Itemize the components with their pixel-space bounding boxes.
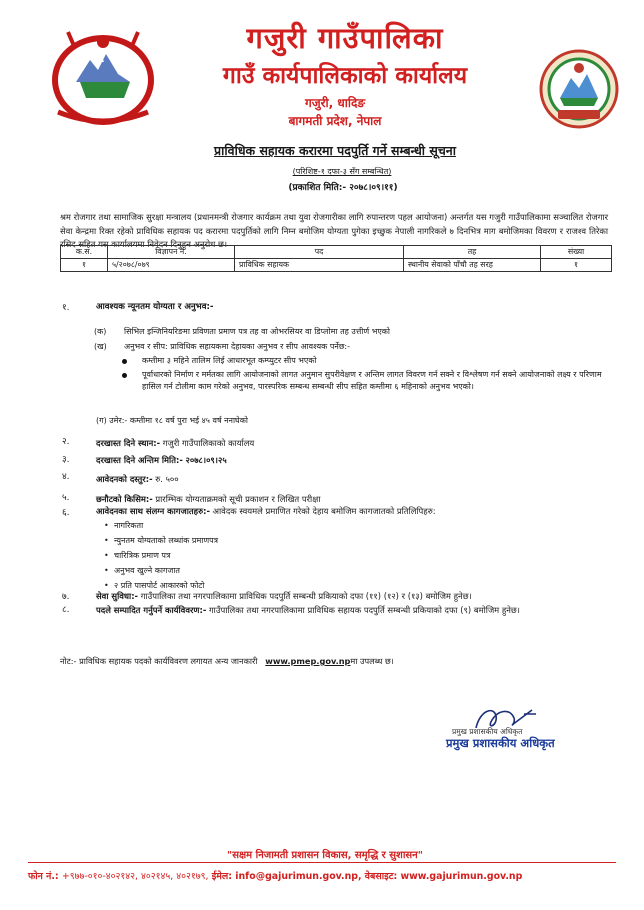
- item-label: (क): [94, 327, 107, 336]
- table-cell: स्थानीय सेवाको पाँचौ तह सरह: [404, 259, 541, 272]
- document-list-item: [104, 535, 218, 550]
- bullet-icon: [122, 359, 127, 364]
- section-line: [96, 591, 606, 602]
- document-name: नागरिकता: [114, 521, 144, 530]
- section-text: रु. ५००: [155, 474, 179, 484]
- bullet-icon: •: [104, 551, 109, 560]
- experience-bullet: कम्तीमा ३ महिने तालिम लिई आधारभूत कम्प्युटर सीप भएको: [142, 356, 317, 365]
- section-line: [96, 506, 436, 517]
- section-number: १.: [62, 303, 70, 313]
- document-list-item: [104, 520, 218, 535]
- table-header: पद: [235, 246, 404, 259]
- org-name: गजुरी गाउँपालिका: [246, 21, 444, 55]
- section-number: ३.: [62, 455, 70, 465]
- table-cell: १: [61, 259, 108, 272]
- table-cell: ५/२०७८/०७९: [108, 259, 235, 272]
- notice-intro: श्रम रोजगार तथा सामाजिक सुरक्षा मन्त्रालय (प्रधानमन्त्री रोजगार कार्यक्रम तथा युवा रोजगारीका लागि रुपान्तरण पहल आयोजना) अन्तर्गत यस गजुरी गाउँपालिकामा सञ्चालित रोजगार सेवा केन्द्रमा रिक्त रहेको प्राविधिक सहायक पद करारमा पदपुर्तिको लागि निम्न बमोजिम योग्यता पुगेका इच्छुक नेपाली नागरिकले ७ दिनभित्र माग बमोजिमका विवरण र राजश्व तिरेका रसिद सहित यस कार्यालयमा निवेदन दिनुहुन अनुरोध छ।: [60, 212, 608, 249]
- stamp-title: प्रमुख प्रशासकीय अधिकृत: [446, 736, 555, 750]
- table-cell: प्राविधिक सहायक: [235, 259, 404, 272]
- note-line: [60, 656, 600, 667]
- section-number: ६.: [62, 508, 70, 518]
- bullet-icon: •: [104, 566, 109, 575]
- typed-title: प्रमुख प्रशासकीय अधिकृत: [452, 727, 523, 736]
- document-list-item: [104, 565, 218, 580]
- section-line: [96, 474, 179, 485]
- notice-title: प्राविधिक सहायक करारमा पदपुर्ति गर्ने सम्बन्धी सूचना: [214, 143, 456, 158]
- qualification-text: सिभिल इन्जिनियरिङमा प्रविणता प्रमाण पत्र तह वा ओभरसियर वा डिप्लोमा तह उत्तीर्ण भएको: [124, 327, 390, 336]
- footer-contact: [28, 869, 616, 882]
- item-label: (ख): [94, 342, 107, 351]
- section-line: [96, 438, 254, 449]
- section-number: २.: [62, 437, 70, 447]
- document-name: न्युनतम योग्यताको लब्धांक प्रमाणपत्र: [114, 536, 219, 545]
- experience-text: अनुभव र सीप: प्राविधिक सहायकमा देहायका अनुभव र सीप आवश्यक पर्नेछ:-: [124, 342, 351, 351]
- pmep-link[interactable]: www.pmep.gov.np: [265, 656, 351, 666]
- website-link[interactable]: www.gajurimun.gov.np: [400, 871, 523, 882]
- section-number: ५.: [62, 493, 70, 503]
- document-list-item: [104, 550, 218, 565]
- section-number: ४.: [62, 472, 70, 482]
- notice-subtitle: (परिशिष्ट-१ दफा-३ सँग सम्बन्धित): [292, 167, 392, 176]
- office-location: गजुरी, धादिङ: [304, 96, 366, 110]
- nepal-emblem-icon: [38, 22, 168, 132]
- table-cell: १: [541, 259, 612, 272]
- province: बागमती प्रदेश, नेपाल: [288, 114, 382, 128]
- section-line: [96, 604, 606, 617]
- office-name: गाउँ कार्यपालिकाको कार्यालय: [222, 63, 468, 89]
- bullet-icon: [122, 373, 127, 378]
- bullet-icon: •: [104, 536, 109, 545]
- table-header: विज्ञापन नं.: [108, 246, 235, 259]
- email-label: ईमेल:: [211, 871, 233, 882]
- section-number: ८.: [62, 605, 70, 615]
- age-requirement: (ग) उमेर:- कम्तीमा १८ वर्ष पुरा भई ४५ वर्ष ननाघेको: [96, 416, 249, 425]
- vacancy-table: [60, 245, 612, 272]
- section-heading: छनौटको किसिम:-: [96, 494, 153, 504]
- note-suffix: मा उपलब्ध छ।: [350, 656, 394, 666]
- table-header-row: [61, 246, 612, 259]
- section-text: प्रारम्भिक योग्यताक्रमको सूची प्रकाशन र लिखित परीक्षा: [155, 494, 321, 504]
- email-link[interactable]: info@gajurimun.gov.np,: [235, 871, 362, 882]
- document-name: २ प्रति पासपोर्ट आकारको फोटो: [114, 581, 205, 590]
- web-label: वेबसाइट:: [364, 871, 398, 882]
- section-text: गाउँपालिका तथा नगरपालिकामा प्राविधिक सहायक पदपुर्ति सम्बन्धी प्रकियाको दफा (९) बमोजिम हुनेछ।: [208, 605, 520, 615]
- section-line: [96, 455, 227, 466]
- section-number: ७.: [62, 592, 70, 602]
- phone-label: फोन नं.:: [28, 871, 59, 882]
- document-name: चारित्रिक प्रमाण पत्र: [114, 551, 171, 560]
- section-text: गजुरी गाउँपालिकाको कार्यालय: [162, 438, 255, 448]
- section-heading: आवेदनका साथ संलग्न कागजातहरु:-: [96, 506, 210, 516]
- section-heading: आवश्यक न्यूनतम योग्यता र अनुभव:-: [96, 302, 214, 312]
- section-text: २०७८।०९।२५: [185, 455, 227, 465]
- section-heading: पदले सम्पादित गर्नुपर्ने कार्यविवरण:-: [96, 605, 207, 615]
- section-text: आवेदक स्वयमले प्रमाणित गरेको देहाय बमोजिम कागजातको प्रतिलिपिहरु:: [212, 506, 436, 516]
- document-list: [104, 520, 218, 595]
- gajuri-logo-icon: [538, 48, 620, 130]
- publish-date: (प्रकाशित मिति:- २०७८।०९।११): [288, 183, 398, 193]
- table-header: क.स.: [61, 246, 108, 259]
- section-line: [96, 494, 320, 505]
- section-text: गाउँपालिका तथा नगरपालिकामा प्राविधिक पदपुर्ति सम्बन्धी प्रकियाको दफा (११) (१२) र (१३) बमोजिम हुनेछ।: [140, 591, 472, 601]
- section-heading: आवेदनको दस्तुर:-: [96, 474, 153, 484]
- section-heading: दरखास्त दिने स्थान:-: [96, 438, 161, 448]
- note-text: नोट:- प्राविधिक सहायक पदको कार्यविवरण लगायत अन्य जानकारी: [60, 656, 258, 666]
- phone-value: +९७७-०१०-४०२१४२, ४०२१४५, ४०२१७९,: [61, 871, 209, 882]
- experience-bullet: पूर्वाधारको निर्माण र मर्मतका लागि आयोजनाको लागत अनुमान सुपरीवेक्षण र अन्तिम लागत विवरण गर्न सक्ने र विश्लेषण गर्न सक्ने आयोजनाको लक्ष्य र परिणाम हासिल गर्न टोलीमा काम गरेको अनुभव, पारस्परिक सम्बन्ध सम्बन्धी सीप सहित कम्तीमा ६ महिनाको अनुभव भएको।: [142, 370, 602, 391]
- footer-motto: "सक्षम निजामती प्रशासन विकास, समृद्धि र सुशासन": [227, 850, 423, 861]
- table-header: संख्या: [541, 246, 612, 259]
- bullet-icon: •: [104, 581, 109, 590]
- section-heading: सेवा सुविधा:-: [96, 591, 139, 601]
- footer-divider: [28, 862, 616, 863]
- table-header: तह: [404, 246, 541, 259]
- document-name: अनुभव खुल्ने कागजात: [114, 566, 180, 575]
- section-heading: दरखास्त दिने अन्तिम मिति:-: [96, 455, 183, 465]
- bullet-icon: •: [104, 521, 109, 530]
- table-row: [61, 259, 612, 272]
